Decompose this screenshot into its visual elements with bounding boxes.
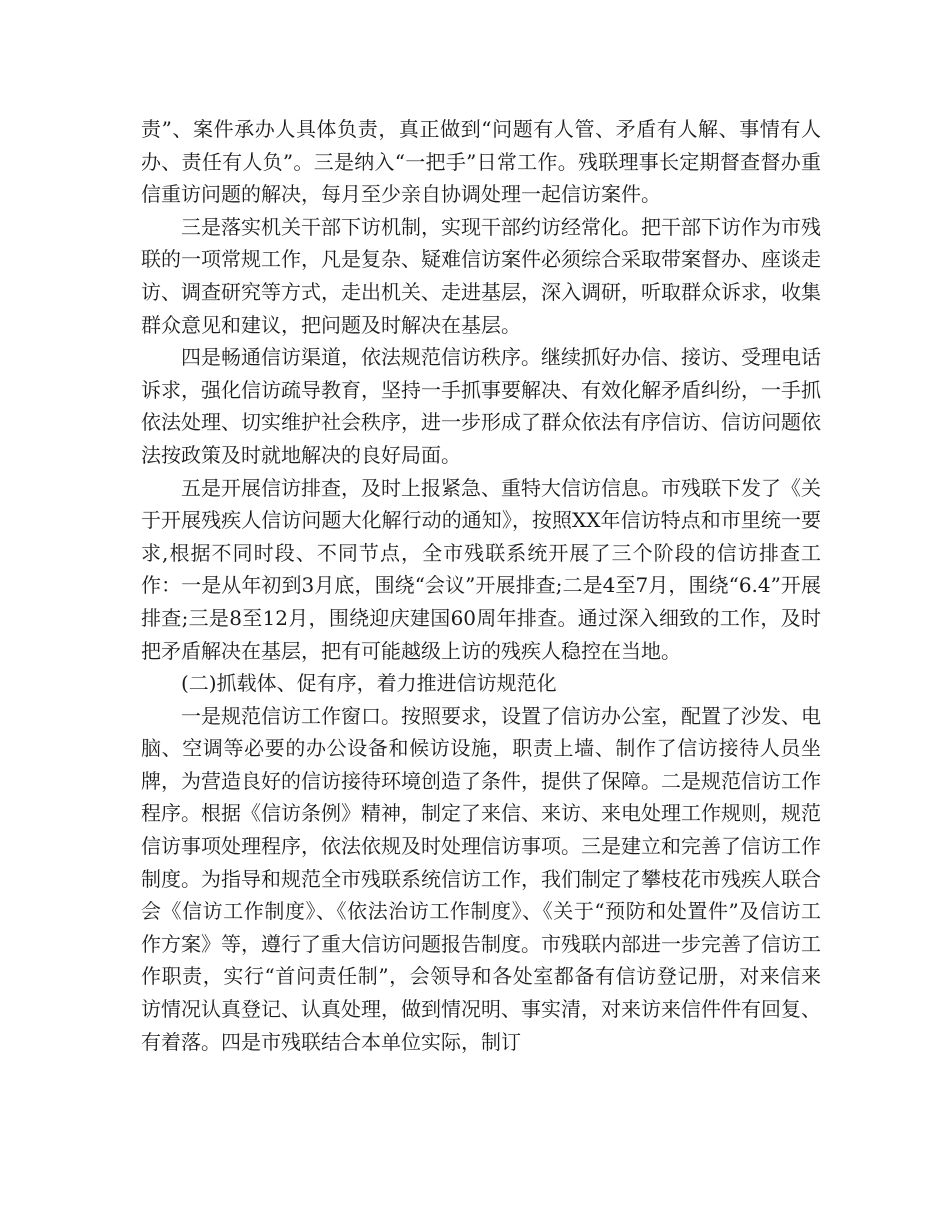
paragraph-petition-screening: 五是开展信访排查，及时上报紧急、重特大信访信息。市残联下发了《关于开展残疾人信访问题大化解行动的通知》，按照XX年信访特点和市里统一要求,根据不同时段、不同节点，全市残联系统开展了三个阶段的信访排查工作：一是从年初到3月底，围绕“会议”开展排查;二是4至7月，围绕“6.4”开展排查;三是8至12月，围绕迎庆建国60周年排查。通过深入细致的工作，及时把矛盾解决在基层，把有可能越级上访的残疾人稳控在当地。 (141, 475, 821, 663)
paragraph-petition-channels: 四是畅通信访渠道，依法规范信访秩序。继续抓好办信、接访、受理电话诉求，强化信访疏导教育，坚持一手抓事要解决、有效化解矛盾纠纷，一手抓依法处理、切实维护社会秩序，进一步形成了群众依法有序信访、信访问题依法按政策及时就地解决的良好局面。 (141, 345, 821, 467)
paragraph-continuation: 责”、案件承办人具体负责，真正做到“问题有人管、矛盾有人解、事情有人办、责任有人负”。三是纳入“一把手”日常工作。残联理事长定期督查督办重信重访问题的解决，每月至少亲自协调处理一起信访案件。 (141, 117, 821, 207)
paragraph-cadre-visits: 三是落实机关干部下访机制，实现干部约访经常化。把干部下访作为市残联的一项常规工作，凡是复杂、疑难信访案件必须综合采取带案督办、座谈走访、调查研究等方式，走出机关、走进基层，深入调研，听取群众诉求，收集群众意见和建议，把问题及时解决在基层。 (141, 214, 821, 337)
section-heading: (二)抓载体、促有序，着力推进信访规范化 (181, 671, 557, 696)
document-body (141, 113, 821, 1058)
paragraph-standardization: 一是规范信访工作窗口。按照要求，设置了信访办公室，配置了沙发、电脑、空调等必要的办公设备和候访设施，职责上墙、制作了信访接待人员坐牌，为营造良好的信访接待环境创造了条件，提供了保障。二是规范信访工作程序。根据《信访条例》精神，制定了来信、来访、来电处理工作规则，规范信访事项处理程序，依法依规及时处理信访事项。三是建立和完善了信访工作制度。为指导和规范全市残联系统信访工作，我们制定了攀枝花市残疾人联合会《信访工作制度》、《依法治访工作制度》、《关于“预防和处置件”及信访工作方案》等，遵行了重大信访问题报告制度。市残联内部进一步完善了信访工作职责，实行“首问责任制”，会领导和各处室都备有信访登记册，对来信来访情况认真登记、认真处理，做到情况明、事实清，对来访来信件件有回复、有着落。四是市残联结合本单位实际，制订 (141, 703, 821, 1054)
